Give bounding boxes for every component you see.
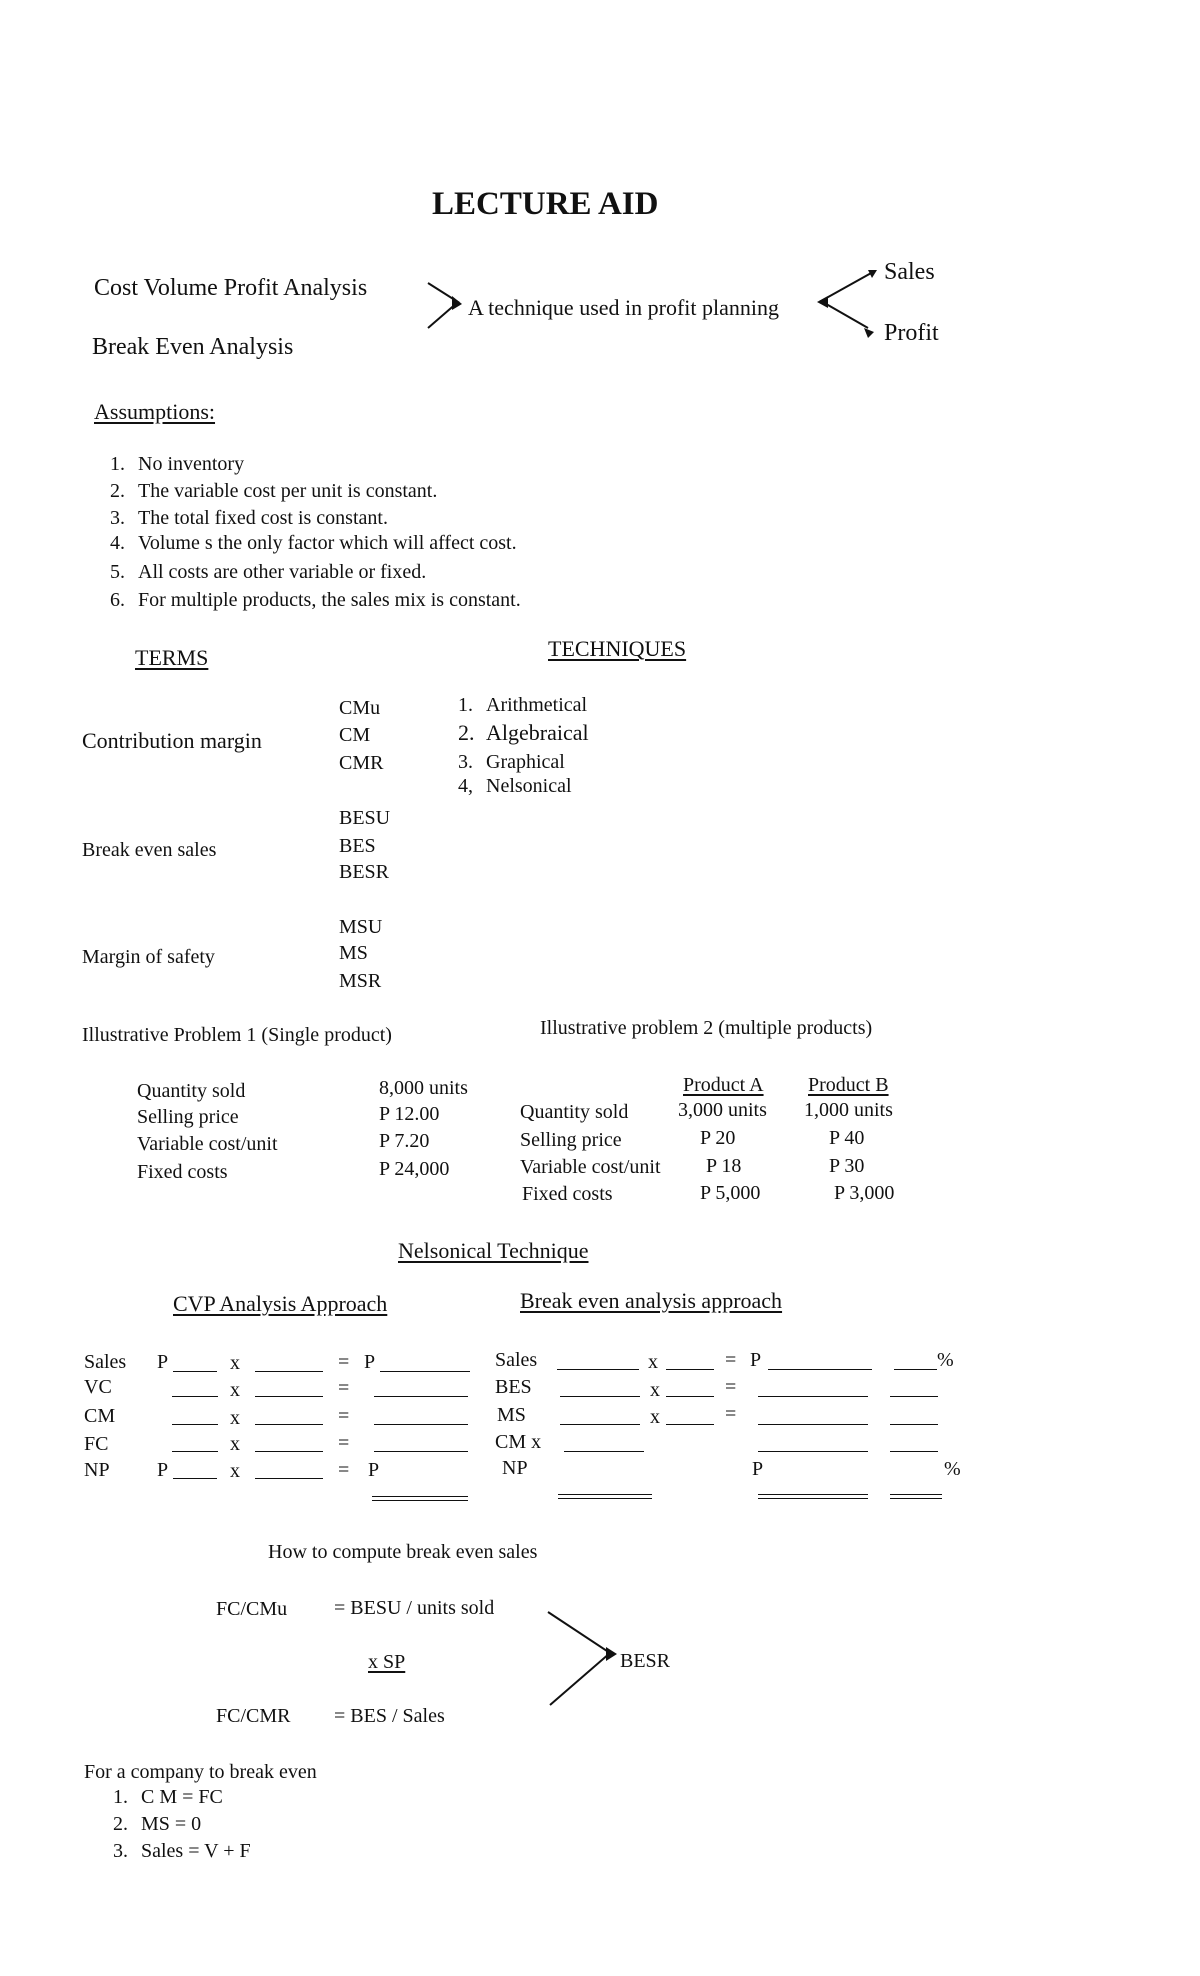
compute-bes-formula: = BES / Sales [334,1705,445,1727]
cvp-equals-sign: = [338,1459,350,1481]
cvp-multiply-sign: x [230,1460,240,1482]
assumption-item: 5. All costs are other variable or fixed. [110,561,427,583]
bea-blank [666,1424,714,1425]
header-cvp-analysis: Cost Volume Profit Analysis [94,275,368,301]
problem2-value-b: P 3,000 [834,1182,895,1204]
problem2-title: Illustrative problem 2 (multiple products) [540,1017,873,1039]
arrowhead-profit [864,328,874,338]
bea-row-label: BES [495,1376,532,1398]
bea-equals-sign: = [725,1403,737,1425]
cvp-equals-sign: = [338,1432,350,1454]
arrowhead-left [452,296,462,310]
term-abbrev: MS [339,942,368,964]
problem2-value-a: P 20 [700,1127,736,1149]
cvp-blank [255,1371,323,1372]
cvp-multiply-sign: x [230,1352,240,1374]
arrowhead-besr [606,1647,617,1661]
assumption-item: 1. No inventory [110,453,245,475]
cvp-equals-sign: = [338,1377,350,1399]
bea-equals-sign: = [725,1349,737,1371]
page-title: LECTURE AID [432,186,659,222]
cvp-blank [173,1478,217,1479]
bea-blank [666,1396,714,1397]
bea-multiply-sign: x [650,1379,660,1401]
bea-row-label: NP [502,1457,528,1479]
cvp-blank [255,1424,323,1425]
compute-heading: How to compute break even sales [268,1541,538,1563]
term-abbrev: CMR [339,752,384,774]
problem2-label: Selling price [520,1129,622,1151]
bea-row-label: CM x [495,1431,542,1453]
assumption-item: 2. The variable cost per unit is constant. [110,480,438,502]
term-label: Break even sales [82,839,217,861]
nelsonical-heading: Nelsonical Technique [398,1238,589,1263]
cvp-multiply-sign: x [230,1433,240,1455]
term-label: Margin of safety [82,946,215,968]
cvp-row-label: FC [84,1433,109,1455]
term-abbrev: MSU [339,916,383,938]
cvp-multiply-sign: x [230,1407,240,1429]
breakeven-heading: For a company to break even [84,1761,317,1783]
cvp-blank [374,1424,468,1425]
cvp-row-label: NP [84,1459,110,1481]
term-abbrev: CM [339,724,371,746]
compute-fc-cmr: FC/CMR [216,1705,291,1727]
bea-blank [560,1396,640,1397]
cvp-blank [172,1424,218,1425]
bea-percent-sign: % [937,1349,954,1371]
header-profit: Profit [884,320,939,346]
header-break-even-analysis: Break Even Analysis [92,334,294,360]
cvp-equals-sign: = [338,1405,350,1427]
bea-row-label: MS [497,1404,526,1426]
problem2-value-b: P 40 [829,1127,865,1149]
cvp-row-label: Sales [84,1351,127,1373]
header-right-brace-arrow [821,272,873,328]
problem2-label: Variable cost/unit [520,1156,661,1178]
cvp-blank [172,1396,218,1397]
bea-row-label: Sales [495,1349,538,1371]
cvp-blank [173,1371,217,1372]
problem2-value-b: 1,000 units [804,1099,893,1121]
problem2-col-b: Product B [808,1074,889,1096]
cvp-row-label: CM [84,1405,116,1427]
cvp-blank [255,1396,323,1397]
bea-blank [894,1369,937,1370]
techniques-heading: TECHNIQUES [548,636,687,661]
cvp-blank [255,1451,323,1452]
problem2-label: Fixed costs [522,1183,613,1205]
bea-blank [768,1369,872,1370]
assumption-item: 3. The total fixed cost is constant. [110,507,388,529]
cvp-blank [374,1396,468,1397]
cvp-blank [172,1451,218,1452]
problem2-col-a: Product A [683,1074,764,1096]
besr-brace-arrow [548,1612,610,1705]
term-abbrev: BESR [339,861,390,883]
header-technique-definition: A technique used in profit planning [468,295,779,320]
bea-blank [666,1369,714,1370]
cvp-peso-sign: P [368,1459,380,1481]
cvp-blank [255,1478,323,1479]
problem1-label: Fixed costs [137,1161,228,1183]
problem2-value-b: P 30 [829,1155,865,1177]
bea-blank [758,1396,868,1397]
technique-item: 1. Arithmetical [458,694,588,716]
cvp-equals-sign: = [338,1351,350,1373]
cvp-blank [374,1451,468,1452]
problem1-label: Variable cost/unit [137,1133,278,1155]
problem2-value-a: 3,000 units [678,1099,767,1121]
bea-blank [758,1424,868,1425]
bea-multiply-sign: x [648,1351,658,1373]
breakeven-condition: 2. MS = 0 [113,1813,202,1835]
bea-peso-sign: P [750,1349,762,1371]
bea-blank [890,1451,938,1452]
assumption-item: 6. For multiple products, the sales mix is constant. [110,589,521,611]
problem1-value: P 7.20 [379,1130,430,1152]
cvp-peso-sign: P [157,1351,169,1373]
bea-multiply-sign: x [650,1406,660,1428]
cvp-peso-sign: P [364,1351,376,1373]
breakeven-condition: 1. C M = FC [113,1786,223,1808]
bea-blank [758,1451,868,1452]
technique-item: 4, Nelsonical [458,775,572,797]
cvp-total-double-rule [372,1496,468,1501]
bea-percent-sign: % [944,1458,961,1480]
problem1-title: Illustrative Problem 1 (Single product) [82,1024,392,1046]
header-sales: Sales [884,259,935,285]
problem1-value: P 12.00 [379,1103,440,1125]
term-abbrev: CMu [339,697,381,719]
bea-equals-sign: = [725,1376,737,1398]
problem1-label: Quantity sold [137,1080,246,1102]
terms-heading: TERMS [135,645,209,670]
bea-blank [560,1424,640,1425]
bea-blank [564,1451,644,1452]
problem1-value: P 24,000 [379,1158,450,1180]
compute-besr: BESR [620,1650,671,1672]
bea-approach-heading: Break even analysis approach [520,1288,783,1313]
compute-times-sp: x SP [368,1651,406,1673]
term-abbrev: MSR [339,970,382,992]
term-abbrev: BES [339,835,376,857]
cvp-row-label: VC [84,1376,112,1398]
problem2-value-a: P 5,000 [700,1182,761,1204]
breakeven-condition: 3. Sales = V + F [113,1840,251,1862]
problem2-label: Quantity sold [520,1101,629,1123]
bea-total-double-rule [558,1494,652,1499]
term-abbrev: BESU [339,807,391,829]
problem1-label: Selling price [137,1106,239,1128]
assumption-item: 4. Volume s the only factor which will affect cost. [110,532,517,554]
problem2-value-a: P 18 [706,1155,742,1177]
bea-peso-sign: P [752,1458,764,1480]
cvp-blank [380,1371,470,1372]
compute-besu-formula: = BESU / units sold [334,1597,495,1619]
bea-blank [890,1424,938,1425]
technique-item: 3. Graphical [458,751,565,773]
arrowhead-mid [817,296,828,308]
bea-total-double-rule [890,1494,942,1499]
problem1-value: 8,000 units [379,1077,468,1099]
cvp-approach-heading: CVP Analysis Approach [173,1291,388,1316]
technique-item: 2. Algebraical [458,720,589,745]
bea-blank [557,1369,639,1370]
cvp-peso-sign: P [157,1459,169,1481]
assumptions-heading: Assumptions: [94,399,216,424]
compute-fc-cmu: FC/CMu [216,1598,288,1620]
cvp-multiply-sign: x [230,1379,240,1401]
bea-total-double-rule [758,1494,868,1499]
term-label: Contribution margin [82,728,262,753]
bea-blank [890,1396,938,1397]
